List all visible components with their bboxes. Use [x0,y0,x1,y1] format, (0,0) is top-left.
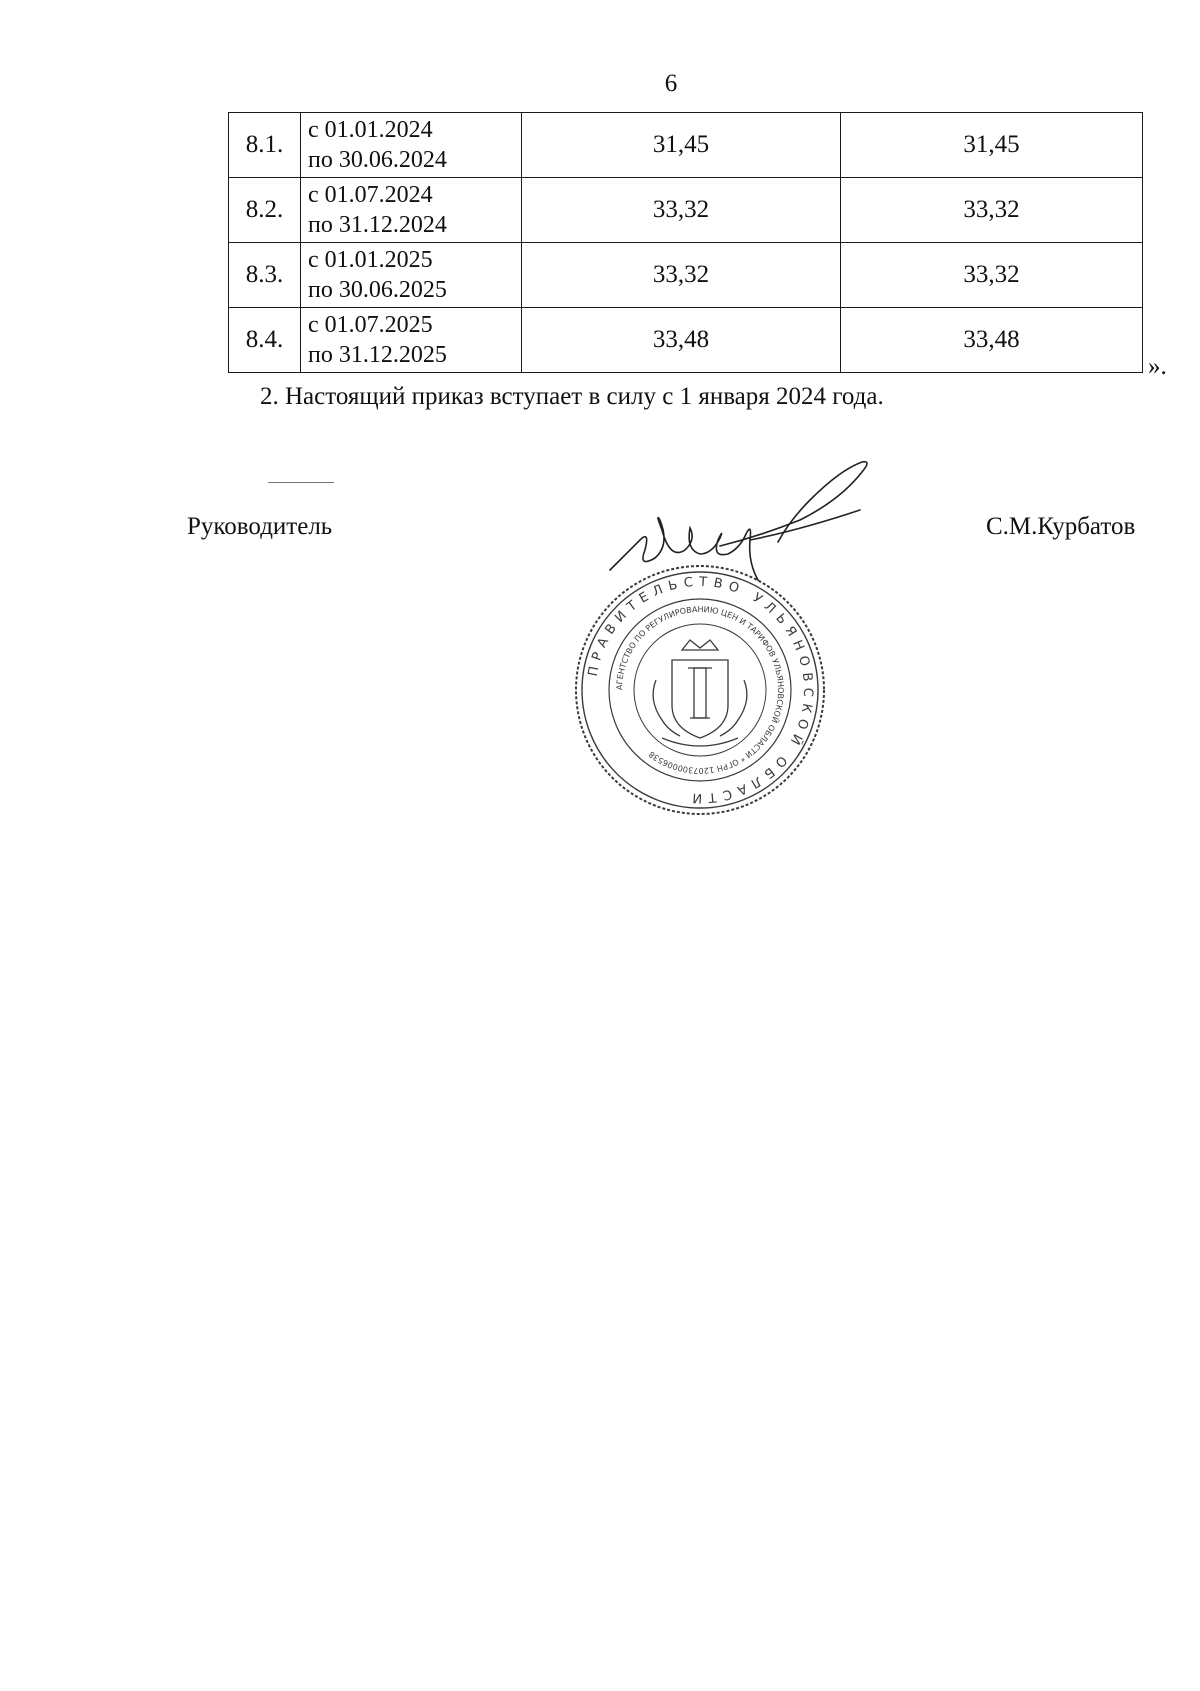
value-2-cell: 33,48 [841,308,1143,373]
period-cell [301,113,522,178]
value-2-cell: 31,45 [841,113,1143,178]
official-seal [570,560,830,820]
row-number: 8.3. [229,243,301,308]
period-from: с 01.01.2024 [308,117,433,143]
period-cell [301,308,522,373]
period-to: по 30.06.2025 [308,277,447,303]
value-2-cell: 33,32 [841,243,1143,308]
row-number: 8.4. [229,308,301,373]
table-row [229,243,1143,308]
value-1-cell: 31,45 [522,113,841,178]
period-to: по 31.12.2024 [308,212,447,238]
period-from: с 01.01.2025 [308,247,433,273]
period-cell [301,178,522,243]
value-2-cell: 33,32 [841,178,1143,243]
signatory-position: Руководитель [187,513,333,540]
period-from: с 01.07.2024 [308,182,433,208]
clause-2-text: 2. Настоящий приказ вступает в силу с 1 января 2024 года. [260,383,884,410]
svg-text:АГЕНТСТВО ПО РЕГУЛИРОВАНИЮ ЦЕН: АГЕНТСТВО ПО РЕГУЛИРОВАНИЮ ЦЕН И ТАРИФОВ УЛЬЯНОВСКОЙ ОБЛАСТИ * ОГРН 1207300006538 [614,604,786,776]
value-1-cell: 33,48 [522,308,841,373]
period-to: по 31.12.2025 [308,342,447,368]
table-row [229,113,1143,178]
table-row [229,178,1143,243]
tariff-table [228,112,1143,373]
signatory-name: С.М.Курбатов [986,513,1136,540]
stray-dash-mark [268,482,334,483]
row-number: 8.2. [229,178,301,243]
svg-text:ПРАВИТЕЛЬСТВО УЛЬЯНОВСКОЙ ОБЛА: ПРАВИТЕЛЬСТВО УЛЬЯНОВСКОЙ ОБЛАСТИ [585,574,816,806]
value-1-cell: 33,32 [522,243,841,308]
value-1-cell: 33,32 [522,178,841,243]
closing-quote: ». [1148,353,1167,380]
period-from: с 01.07.2025 [308,312,433,338]
page-number: 6 [664,70,678,97]
period-cell [301,243,522,308]
handwritten-signature [600,450,920,590]
period-to: по 30.06.2024 [308,147,447,173]
table-row [229,308,1143,373]
row-number: 8.1. [229,113,301,178]
coat-of-arms-icon [653,640,747,746]
